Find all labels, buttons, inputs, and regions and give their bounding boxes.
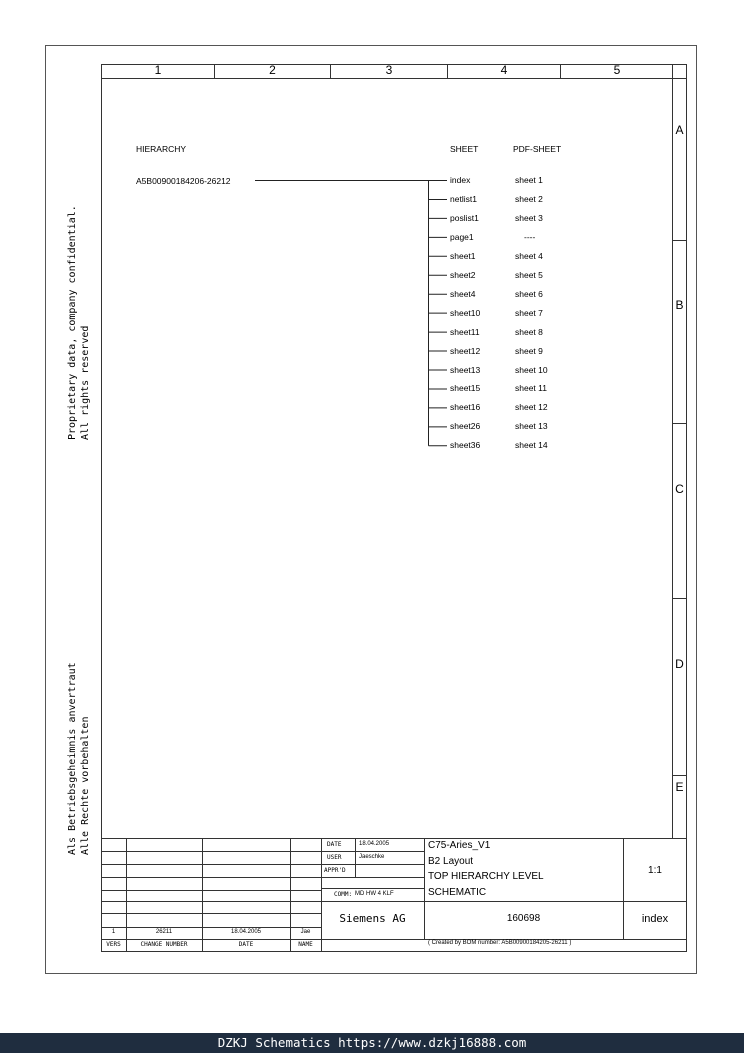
title-grid-line — [321, 888, 424, 889]
row-label-c: C — [675, 482, 684, 496]
title-grid-line — [321, 851, 424, 852]
revision-grid-line — [101, 890, 321, 891]
revision-grid-line — [101, 864, 321, 865]
hierarchy-sheet-name: sheet11 — [450, 326, 480, 337]
revision-change-number-header: CHANGE NUMBER — [140, 941, 188, 948]
revision-name-value: Jae — [300, 929, 311, 935]
hierarchy-sheet-name: sheet36 — [450, 440, 481, 451]
title-grid-line — [355, 838, 356, 877]
hierarchy-sheet-name: page1 — [450, 231, 474, 242]
revision-grid-line — [101, 851, 321, 852]
revision-grid-line — [101, 877, 321, 878]
hierarchy-pdf-sheet: sheet 4 — [515, 250, 543, 261]
hierarchy-pdf-sheet: sheet 5 — [515, 269, 543, 280]
hierarchy-sheet-name: sheet26 — [450, 421, 481, 432]
sheet-name: index — [641, 913, 669, 925]
revision-grid-line — [101, 901, 321, 902]
project-title: C75-Aries_V1 — [428, 840, 491, 851]
hierarchy-root-part-number: A5B00900184206-26212 — [136, 176, 231, 186]
date-value: 18.04.2005 — [359, 841, 390, 847]
hierarchy-label: HIERARCHY — [136, 144, 187, 154]
watermark-footer: DZKJ Schematics https://www.dzkj16888.com — [0, 1033, 744, 1053]
hierarchy-sheet-name: sheet2 — [450, 269, 476, 280]
revision-date-header: DATE — [238, 941, 254, 948]
title-grid-line — [321, 864, 424, 865]
user-label: USER — [327, 854, 342, 861]
hierarchy-pdf-sheet: sheet 3 — [515, 212, 543, 223]
hierarchy-pdf-sheet: sheet 12 — [515, 402, 548, 413]
hierarchy-pdf-sheet: sheet 11 — [515, 383, 547, 394]
confidentiality-note: Proprietary data, company confidential. All rights reserved — [67, 205, 91, 440]
title-block-top-line — [101, 838, 687, 839]
hierarchy-pdf-sheet: sheet 2 — [515, 193, 543, 204]
hierarchy-sheet-name: poslist1 — [450, 212, 479, 223]
user-value: Jaeschke — [359, 854, 385, 860]
hierarchy-sheet-name: sheet16 — [450, 402, 481, 413]
hierarchy-sheet-name: sheet1 — [450, 250, 476, 261]
company-name: Siemens AG — [339, 912, 406, 925]
hierarchy-pdf-sheet: sheet 7 — [515, 307, 543, 318]
hierarchy-sheet-name: sheet12 — [450, 345, 481, 356]
created-by-note: ( Created by BOM number: A5B00900184205-26211 ) — [428, 940, 572, 946]
row-label-d: D — [675, 657, 684, 671]
revision-name-header: NAME — [298, 941, 313, 948]
revision-date-value: 18.04.2005 — [230, 929, 262, 935]
hierarchy-sheet-name: sheet10 — [450, 307, 481, 318]
revision-grid-line — [101, 913, 321, 914]
confidentiality-note-german: Als Betriebsgeheimnis anvertraut Alle Rechte vorbehalten — [67, 662, 91, 855]
row-label-b: B — [675, 298, 684, 312]
document-number: 160698 — [506, 913, 541, 924]
revision-grid-line — [101, 939, 687, 940]
row-label-a: A — [675, 123, 684, 137]
revision-vers-header: VERS — [106, 941, 121, 948]
hierarchy-sheet-name: netlist1 — [450, 193, 477, 204]
column-label-5: 5 — [613, 63, 621, 77]
hierarchy-pdf-sheet: sheet 6 — [515, 288, 543, 299]
hierarchy-sheet-name: index — [450, 175, 471, 185]
hierarchy-sheet-name: sheet13 — [450, 364, 481, 375]
hierarchy-pdf-sheet: sheet 1 — [515, 175, 543, 185]
hierarchy-pdf-sheet: sheet 13 — [515, 421, 548, 432]
comm-value: MD HW 4 KLF — [355, 891, 394, 897]
revision-change-number-value: 26211 — [155, 929, 173, 935]
document-title: TOP HIERARCHY LEVEL — [428, 871, 544, 882]
hierarchy-pdf-sheet: ---- — [524, 231, 536, 242]
column-label-1: 1 — [154, 63, 162, 77]
column-label-3: 3 — [385, 63, 393, 77]
revision-grid-line — [101, 927, 321, 928]
pdf-sheet-column-header: PDF-SHEET — [513, 144, 562, 154]
title-grid-line — [321, 877, 424, 878]
hierarchy-sheet-name: sheet15 — [450, 383, 481, 394]
column-label-2: 2 — [269, 63, 276, 77]
hierarchy-sheet-name: sheet4 — [450, 288, 476, 299]
approved-label: APPR'D — [324, 867, 346, 874]
document-type: SCHEMATIC — [428, 887, 487, 898]
hierarchy-pdf-sheet: sheet 8 — [515, 326, 543, 337]
sheet-column-header: SHEET — [450, 144, 479, 154]
date-label: DATE — [327, 841, 342, 848]
title-grid-line — [321, 901, 687, 902]
hierarchy-pdf-sheet: sheet 9 — [515, 345, 543, 356]
revision-vers-value: 1 — [111, 929, 116, 935]
hierarchy-pdf-sheet: sheet 14 — [515, 440, 548, 451]
revision-grid-line — [321, 838, 322, 952]
comm-label: COMM: — [334, 891, 353, 898]
row-label-e: E — [675, 780, 684, 794]
scale-value: 1:1 — [648, 865, 662, 876]
document-subtitle: B2 Layout — [428, 856, 474, 867]
column-label-4: 4 — [500, 63, 508, 77]
hierarchy-pdf-sheet: sheet 10 — [515, 364, 548, 375]
